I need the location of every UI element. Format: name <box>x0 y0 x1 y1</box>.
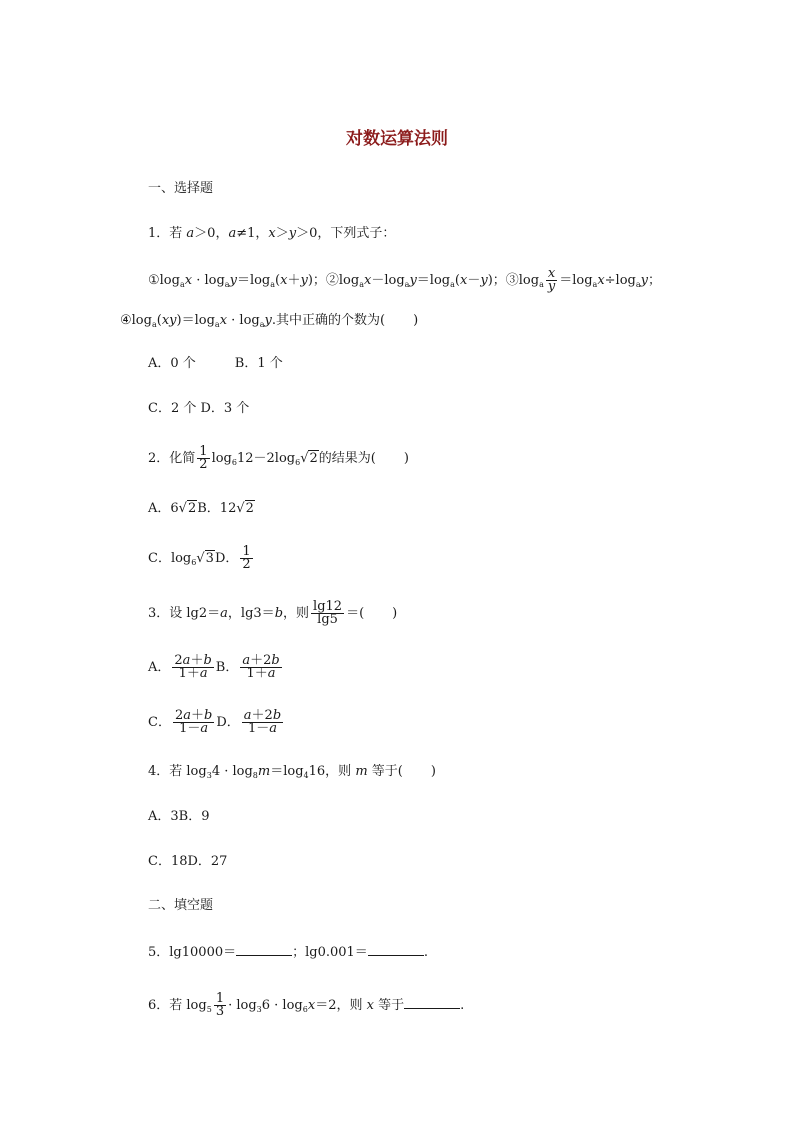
q4-stem: 4．若 $\log_34 \cdot \log_8m=\log_416$，则 m 等于( ) <box>148 764 436 780</box>
q2-options-ab: A．6√2B．12√2 <box>148 501 254 516</box>
section-heading-choice: 一、选择题 <box>148 181 214 196</box>
q5-blank-2[interactable] <box>368 943 424 956</box>
q6-blank[interactable] <box>404 996 460 1009</box>
q3-stem: 3．设 lg2＝a，lg3＝b，则 $\frac{\lg 12}{\lg 5}$ ＝( ) <box>148 599 398 627</box>
q3-options-ab: A． $\frac{2a+b}{1+a}$ B． $\frac{a+2b}{1+a}$ <box>148 653 280 681</box>
q5-stem: 5．lg10000＝ ；lg0.001＝ . <box>148 945 428 960</box>
q1-formula4-line: $④\log_a(xy)=\log_ax \cdot \log_ay$.其中正确的个数为( ) <box>120 313 419 329</box>
section-heading-fill: 二、填空题 <box>148 898 214 913</box>
q1-options-ab: A．0 个 B．1 个 <box>148 356 283 371</box>
q2-options-cd: C．$\log_6√3D$． $\frac{1}{2}$ <box>148 544 251 572</box>
q1-formulas-line: $①\log_ax \cdot \log_ay=\log_a(x+y)$；$②\log_ax-\log_ay=\log_a(x-y)$；$③\log_a$ $\frac{x}{y}$ $=\log_ax\div\log_ay$； <box>148 266 662 294</box>
q4-options-cd: C．18D．27 <box>148 854 228 869</box>
q4-options-ab: A．3B．9 <box>148 809 210 824</box>
q1-options-cd: C．2 个 D．3 个 <box>148 401 250 416</box>
q1-stem: 1．若 a＞0，a≠1，x＞y＞0，下列式子： <box>148 226 396 241</box>
q2-stem: 2．化简 $\frac{1}{2}$ $\log_612-2\log_6√2$的结果为( ) <box>148 444 409 472</box>
q6-stem: 6．若 $\log_5$ $\frac{1}{3}$ · $\log_36 \cdot \log_6x=2$，则 x 等于 . <box>148 991 465 1019</box>
q5-blank-1[interactable] <box>236 943 292 956</box>
q3-options-cd: C． $\frac{2a+b}{1-a}$ D． $\frac{a+2b}{1-a}$ <box>148 708 282 736</box>
page-title: 对数运算法则 <box>346 129 448 149</box>
